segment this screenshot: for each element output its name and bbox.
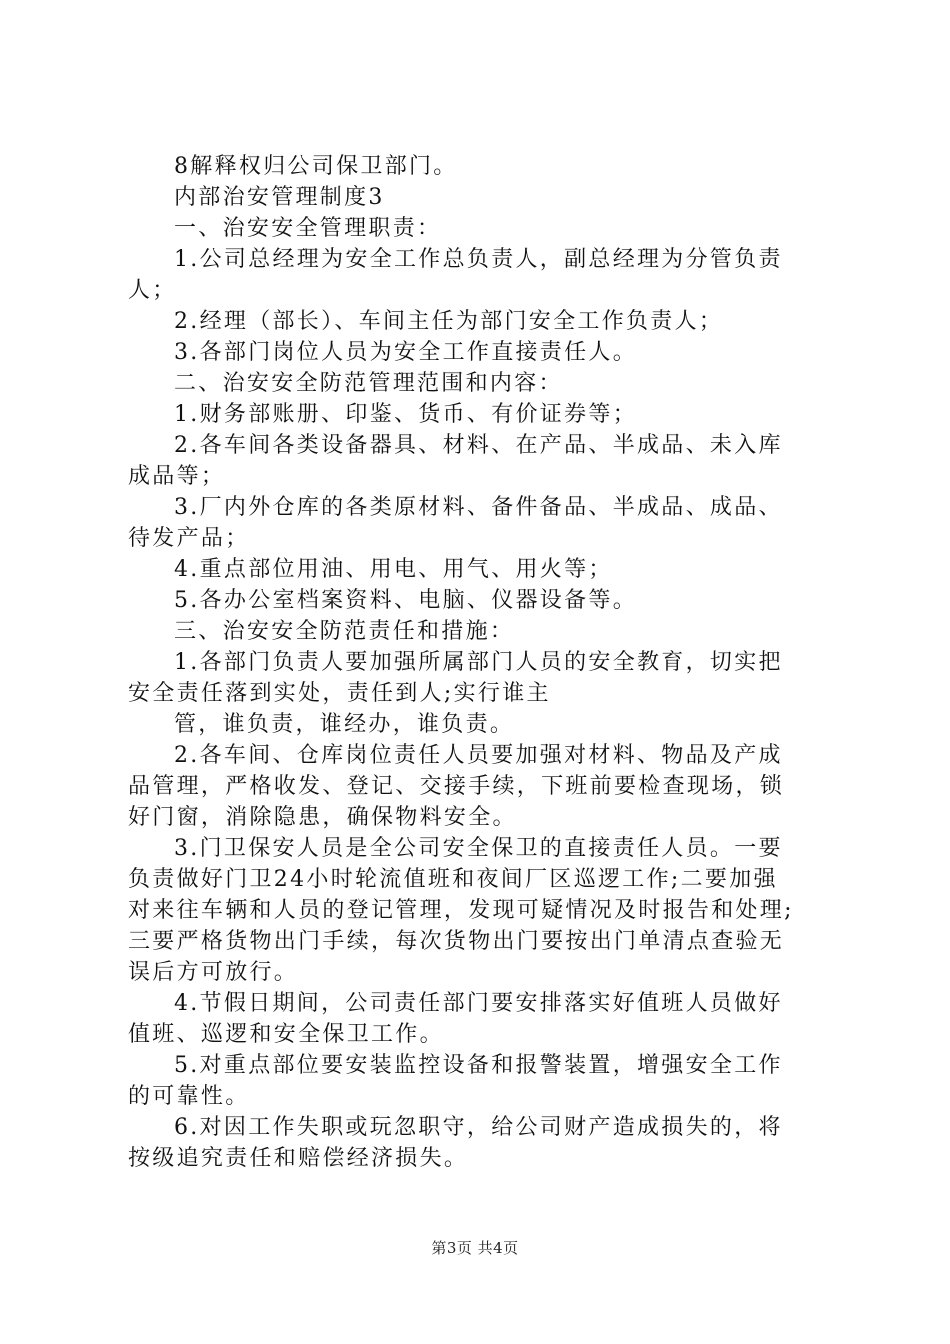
text-line: 5.对重点部位要安装监控设备和报警装置，增强安全工作 — [174, 1053, 783, 1078]
text-line: 2.经理（部长）、车间主任为部门安全工作负责人； — [174, 309, 724, 334]
text-line: 对来往车辆和人员的登记管理，发现可疑情况及时报告和处理; — [128, 898, 794, 923]
text-line: 误后方可放行。 — [128, 960, 299, 985]
text-line: 好门窗，消除隐患，确保物料安全。 — [128, 805, 517, 830]
text-line: 安全责任落到实处，责任到人;实行谁主 — [128, 681, 551, 706]
text-line: 1.公司总经理为安全工作总负责人，副总经理为分管负责 — [174, 247, 783, 272]
page-footer — [0, 1237, 950, 1258]
text-line: 值班、巡逻和安全保卫工作。 — [128, 1022, 444, 1047]
text-line: 成品等； — [128, 464, 226, 489]
text-line: 2.各车间、仓库岗位责任人员要加强对材料、物品及产成 — [174, 743, 783, 768]
document-body — [128, 151, 832, 1174]
page-number-label: 第3页 共4页 — [431, 1239, 519, 1257]
text-line: 3.厂内外仓库的各类原材料、备件备品、半成品、成品、 — [174, 495, 783, 520]
text-line: 2.各车间各类设备器具、材料、在产品、半成品、未入库 — [174, 433, 783, 458]
text-line: 6.对因工作失职或玩忽职守，给公司财产造成损失的，将 — [174, 1115, 783, 1140]
text-line: 5.各办公室档案资料、电脑、仪器设备等。 — [174, 588, 637, 613]
text-line: 待发产品； — [128, 526, 250, 551]
text-line: 4.重点部位用油、用电、用气、用火等； — [174, 557, 613, 582]
text-line: 二、治安安全防范管理范围和内容： — [174, 371, 563, 396]
text-line: 1.财务部账册、印鉴、货币、有价证券等； — [174, 402, 637, 427]
text-line: 的可靠性。 — [128, 1084, 250, 1109]
text-line: 内部治安管理制度3 — [174, 185, 385, 210]
text-line: 1.各部门负责人要加强所属部门人员的安全教育，切实把 — [174, 650, 783, 675]
text-line: 三要严格货物出门手续，每次货物出门要按出门单清点查验无 — [128, 929, 785, 954]
text-line: 按级追究责任和赔偿经济损失。 — [128, 1146, 469, 1171]
text-line: 负责做好门卫24小时轮流值班和夜间厂区巡逻工作;二要加强 — [128, 867, 778, 892]
text-line: 4.节假日期间，公司责任部门要安排落实好值班人员做好 — [174, 991, 783, 1016]
text-line: 3.各部门岗位人员为安全工作直接责任人。 — [174, 340, 637, 365]
text-line: 8解释权归公司保卫部门。 — [174, 154, 458, 179]
text-line: 人； — [128, 278, 177, 303]
text-line: 一、治安安全管理职责： — [174, 216, 442, 241]
text-line: 三、治安安全防范责任和措施： — [174, 619, 515, 644]
text-line: 管，谁负责，谁经办，谁负责。 — [174, 712, 515, 737]
text-line: 品管理，严格收发、登记、交接手续，下班前要检查现场，锁 — [128, 774, 785, 799]
text-line: 3.门卫保安人员是全公司安全保卫的直接责任人员。一要 — [174, 836, 783, 861]
